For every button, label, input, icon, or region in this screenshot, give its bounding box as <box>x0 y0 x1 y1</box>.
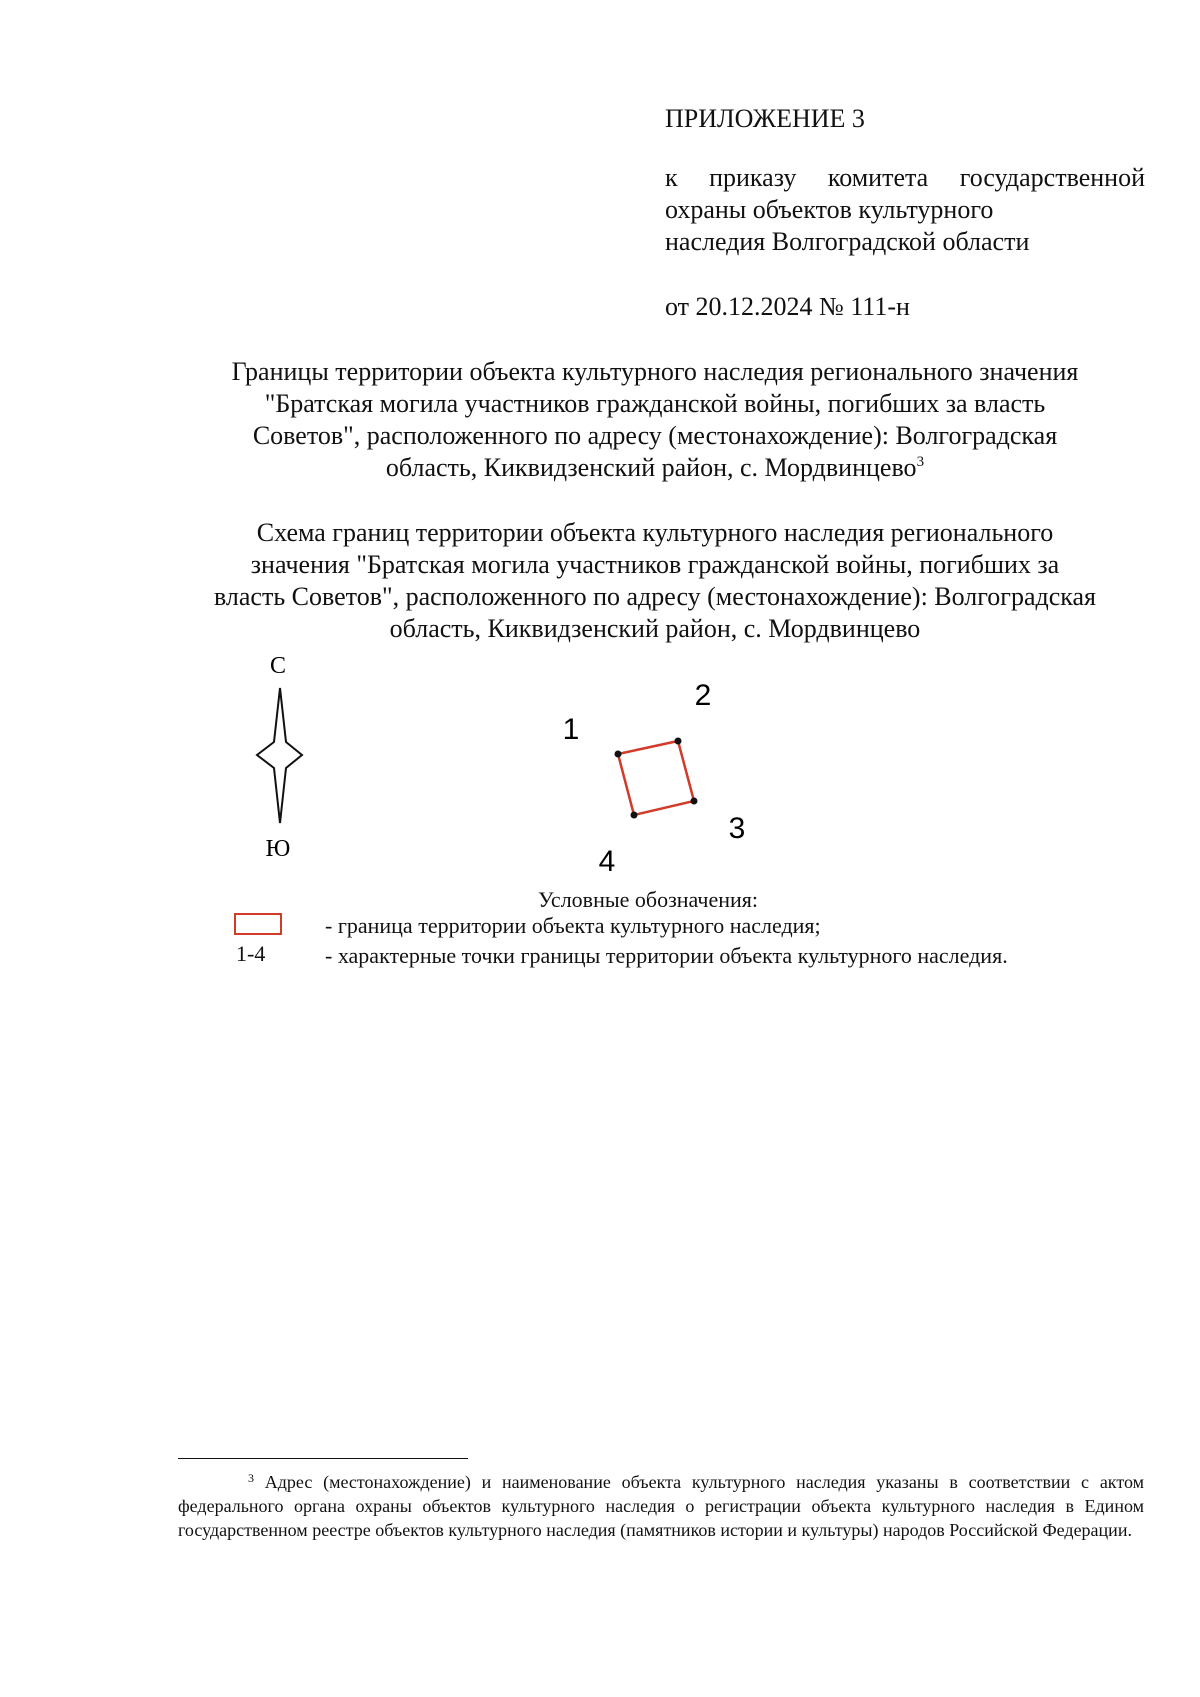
footnote-divider <box>178 1458 468 1459</box>
main-title-line-4: область, Киквидзенский район, с. Мордвинцево <box>385 453 917 482</box>
legend-points-label: 1-4 <box>236 941 266 966</box>
legend-boundary-swatch <box>234 913 282 935</box>
main-title-line-3: Советов", расположенного по адресу (местонахождение): Волгоградская <box>252 421 1058 450</box>
appendix-order-line-2: охраны объектов культурного <box>665 195 994 224</box>
boundary-point-2 <box>675 738 682 745</box>
compass-star-icon <box>257 688 302 823</box>
boundary-point-3 <box>691 798 698 805</box>
footnote <box>178 1470 1144 1542</box>
compass-north-label: С <box>269 653 287 679</box>
compass-south-label: Ю <box>265 836 291 862</box>
boundary-point-label-3: 3 <box>728 812 746 845</box>
footnote-mark: 3 <box>248 1471 254 1485</box>
appendix-title: ПРИЛОЖЕНИЕ 3 <box>665 104 865 133</box>
scheme-title-line-1: Схема границ территории объекта культурного наследия регионального <box>256 518 1054 547</box>
footnote-reference-mark[interactable]: 3 <box>916 454 925 470</box>
footnote-text: Адрес (местонахождение) и наименование объекта культурного наследия указаны в соответствии с актом федерального органа охраны объектов культурного наследия о регистрации объекта культурного наследия в Едином государственном реестре объектов культурного наследия (памятников истории и культуры) народов Российской Федерации. <box>178 1472 1144 1540</box>
legend-boundary-description: - граница территории объекта культурного наследия; <box>325 913 821 938</box>
main-title-line-2: "Братская могила участников гражданской войны, погибших за власть <box>264 389 1046 418</box>
boundary-point-4 <box>631 812 638 819</box>
boundary-point-label-2: 2 <box>694 679 712 712</box>
appendix-order-date: от 20.12.2024 № 111-н <box>665 292 910 321</box>
scheme-title-line-3: власть Советов", расположенного по адресу (местонахождение): Волгоградская <box>213 582 1097 611</box>
appendix-order-line-3: наследия Волгоградской области <box>665 227 1030 256</box>
boundary-point-1 <box>615 751 622 758</box>
appendix-order-line-1: к приказу комитета государственной <box>665 163 1145 192</box>
heritage-territory-boundary <box>618 741 694 815</box>
boundary-point-label-4: 4 <box>598 845 616 878</box>
scheme-title-line-4: область, Киквидзенский район, с. Мордвинцево <box>389 614 921 643</box>
legend-title: Условные обозначения: <box>538 887 759 912</box>
scheme-title-line-2: значения "Братская могила участников гражданской войны, погибших за <box>250 550 1060 579</box>
boundary-point-label-1: 1 <box>562 713 580 746</box>
legend-points-description: - характерные точки границы территории объекта культурного наследия. <box>325 943 1008 968</box>
main-title-line-1: Границы территории объекта культурного наследия регионального значения <box>231 357 1079 386</box>
